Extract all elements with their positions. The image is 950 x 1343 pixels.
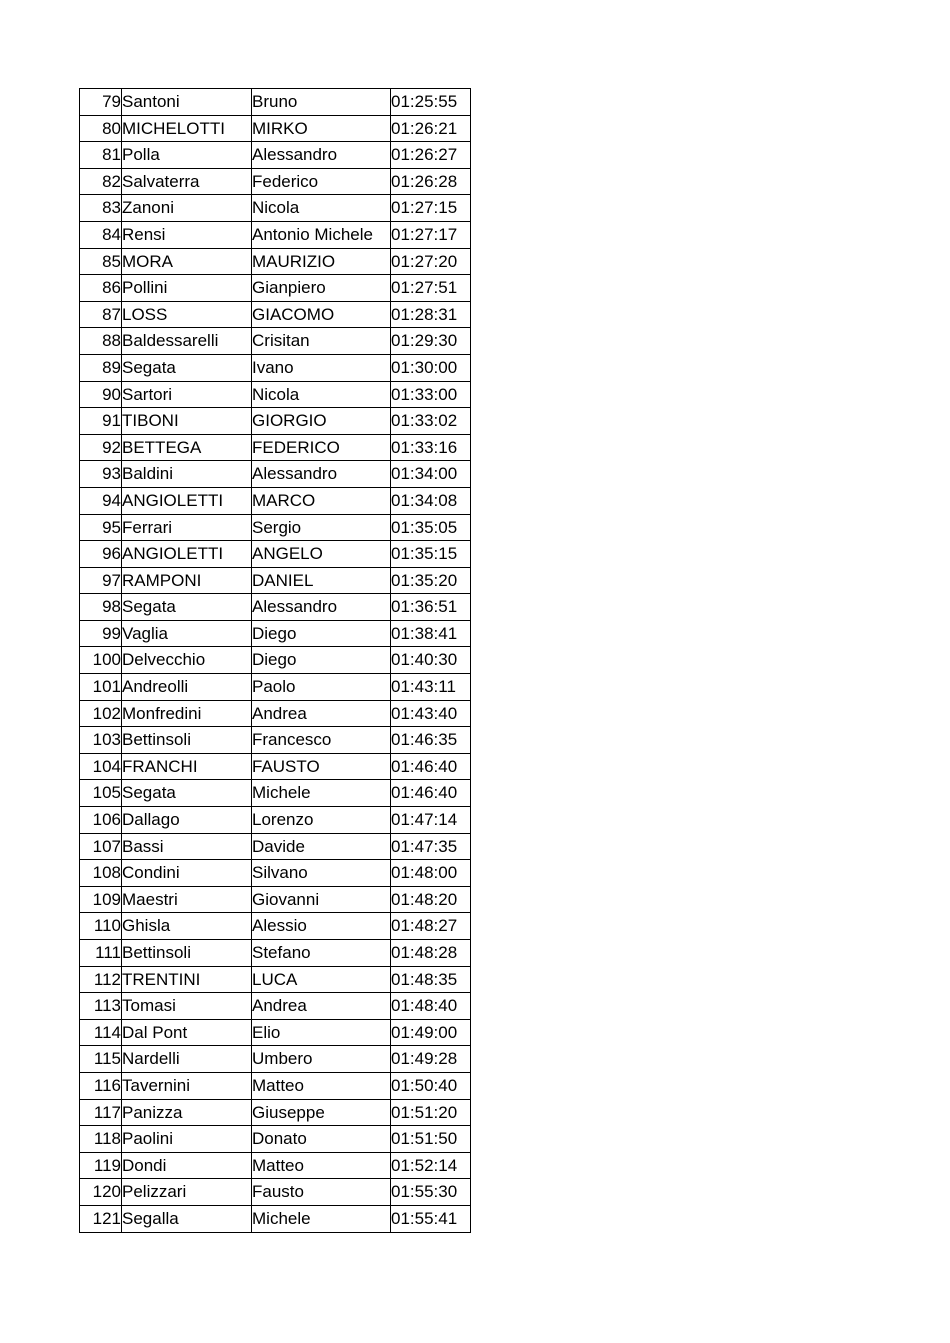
cell-rank: 98 bbox=[80, 594, 122, 621]
cell-time: 01:48:00 bbox=[391, 860, 471, 887]
cell-rank: 108 bbox=[80, 860, 122, 887]
cell-first-name: ANGELO bbox=[252, 541, 391, 568]
cell-rank: 115 bbox=[80, 1046, 122, 1073]
cell-first-name: Davide bbox=[252, 833, 391, 860]
cell-surname: Tavernini bbox=[122, 1072, 252, 1099]
cell-rank: 91 bbox=[80, 408, 122, 435]
cell-surname: TRENTINI bbox=[122, 966, 252, 993]
cell-time: 01:46:40 bbox=[391, 780, 471, 807]
cell-first-name: Diego bbox=[252, 620, 391, 647]
cell-surname: LOSS bbox=[122, 301, 252, 328]
table-row bbox=[80, 328, 471, 355]
cell-surname: MICHELOTTI bbox=[122, 115, 252, 142]
cell-first-name: Giuseppe bbox=[252, 1099, 391, 1126]
table-row bbox=[80, 1152, 471, 1179]
cell-first-name: Andrea bbox=[252, 700, 391, 727]
table-row bbox=[80, 727, 471, 754]
cell-rank: 84 bbox=[80, 221, 122, 248]
table-row bbox=[80, 913, 471, 940]
cell-rank: 112 bbox=[80, 966, 122, 993]
cell-surname: Baldini bbox=[122, 461, 252, 488]
cell-surname: Tomasi bbox=[122, 993, 252, 1020]
table-row bbox=[80, 514, 471, 541]
table-row bbox=[80, 461, 471, 488]
cell-first-name: Alessandro bbox=[252, 142, 391, 169]
cell-surname: Nardelli bbox=[122, 1046, 252, 1073]
cell-surname: Segata bbox=[122, 780, 252, 807]
cell-rank: 79 bbox=[80, 89, 122, 116]
table-row bbox=[80, 1019, 471, 1046]
cell-surname: Dal Pont bbox=[122, 1019, 252, 1046]
cell-surname: BETTEGA bbox=[122, 434, 252, 461]
cell-surname: Monfredini bbox=[122, 700, 252, 727]
cell-time: 01:26:21 bbox=[391, 115, 471, 142]
cell-rank: 111 bbox=[80, 940, 122, 967]
table-row bbox=[80, 1099, 471, 1126]
cell-time: 01:25:55 bbox=[391, 89, 471, 116]
cell-surname: Dondi bbox=[122, 1152, 252, 1179]
cell-first-name: Matteo bbox=[252, 1152, 391, 1179]
cell-surname: ANGIOLETTI bbox=[122, 541, 252, 568]
cell-surname: Baldessarelli bbox=[122, 328, 252, 355]
cell-rank: 87 bbox=[80, 301, 122, 328]
cell-rank: 85 bbox=[80, 248, 122, 275]
cell-first-name: Umbero bbox=[252, 1046, 391, 1073]
table-row bbox=[80, 381, 471, 408]
cell-time: 01:46:40 bbox=[391, 753, 471, 780]
cell-first-name: Nicola bbox=[252, 381, 391, 408]
cell-rank: 99 bbox=[80, 620, 122, 647]
cell-rank: 110 bbox=[80, 913, 122, 940]
cell-time: 01:51:20 bbox=[391, 1099, 471, 1126]
cell-first-name: Lorenzo bbox=[252, 807, 391, 834]
cell-time: 01:34:08 bbox=[391, 487, 471, 514]
cell-time: 01:49:00 bbox=[391, 1019, 471, 1046]
cell-surname: Santoni bbox=[122, 89, 252, 116]
cell-time: 01:47:35 bbox=[391, 833, 471, 860]
table-row bbox=[80, 221, 471, 248]
table-row bbox=[80, 700, 471, 727]
cell-rank: 89 bbox=[80, 354, 122, 381]
cell-surname: Vaglia bbox=[122, 620, 252, 647]
cell-surname: Bettinsoli bbox=[122, 940, 252, 967]
cell-first-name: Sergio bbox=[252, 514, 391, 541]
table-row bbox=[80, 115, 471, 142]
cell-first-name: Diego bbox=[252, 647, 391, 674]
cell-time: 01:34:00 bbox=[391, 461, 471, 488]
cell-first-name: Michele bbox=[252, 780, 391, 807]
cell-rank: 86 bbox=[80, 275, 122, 302]
cell-rank: 90 bbox=[80, 381, 122, 408]
cell-surname: RAMPONI bbox=[122, 567, 252, 594]
cell-surname: Zanoni bbox=[122, 195, 252, 222]
cell-surname: Panizza bbox=[122, 1099, 252, 1126]
cell-time: 01:48:40 bbox=[391, 993, 471, 1020]
cell-surname: Pelizzari bbox=[122, 1179, 252, 1206]
cell-first-name: LUCA bbox=[252, 966, 391, 993]
cell-rank: 103 bbox=[80, 727, 122, 754]
cell-first-name: Donato bbox=[252, 1126, 391, 1153]
cell-first-name: Andrea bbox=[252, 993, 391, 1020]
cell-first-name: Federico bbox=[252, 168, 391, 195]
table-row bbox=[80, 594, 471, 621]
results-table bbox=[79, 88, 471, 1233]
cell-time: 01:48:35 bbox=[391, 966, 471, 993]
cell-rank: 80 bbox=[80, 115, 122, 142]
cell-time: 01:48:28 bbox=[391, 940, 471, 967]
cell-rank: 116 bbox=[80, 1072, 122, 1099]
cell-rank: 94 bbox=[80, 487, 122, 514]
cell-surname: Dallago bbox=[122, 807, 252, 834]
cell-first-name: Matteo bbox=[252, 1072, 391, 1099]
cell-first-name: MIRKO bbox=[252, 115, 391, 142]
cell-surname: MORA bbox=[122, 248, 252, 275]
cell-surname: Polla bbox=[122, 142, 252, 169]
cell-surname: Bassi bbox=[122, 833, 252, 860]
cell-surname: Sartori bbox=[122, 381, 252, 408]
cell-time: 01:36:51 bbox=[391, 594, 471, 621]
table-row bbox=[80, 966, 471, 993]
cell-rank: 106 bbox=[80, 807, 122, 834]
table-row bbox=[80, 886, 471, 913]
table-row bbox=[80, 195, 471, 222]
cell-rank: 81 bbox=[80, 142, 122, 169]
cell-rank: 119 bbox=[80, 1152, 122, 1179]
cell-rank: 104 bbox=[80, 753, 122, 780]
table-row bbox=[80, 1205, 471, 1232]
table-row bbox=[80, 1179, 471, 1206]
cell-first-name: GIACOMO bbox=[252, 301, 391, 328]
table-row bbox=[80, 354, 471, 381]
cell-first-name: Alessandro bbox=[252, 594, 391, 621]
cell-surname: Segalla bbox=[122, 1205, 252, 1232]
cell-time: 01:27:15 bbox=[391, 195, 471, 222]
cell-first-name: Michele bbox=[252, 1205, 391, 1232]
table-row bbox=[80, 807, 471, 834]
cell-rank: 102 bbox=[80, 700, 122, 727]
table-row bbox=[80, 487, 471, 514]
table-row bbox=[80, 1126, 471, 1153]
results-table-body bbox=[80, 89, 471, 1233]
cell-first-name: Nicola bbox=[252, 195, 391, 222]
cell-surname: FRANCHI bbox=[122, 753, 252, 780]
cell-surname: Condini bbox=[122, 860, 252, 887]
cell-rank: 117 bbox=[80, 1099, 122, 1126]
cell-time: 01:47:14 bbox=[391, 807, 471, 834]
cell-first-name: Crisitan bbox=[252, 328, 391, 355]
cell-rank: 121 bbox=[80, 1205, 122, 1232]
cell-surname: Maestri bbox=[122, 886, 252, 913]
cell-time: 01:33:16 bbox=[391, 434, 471, 461]
cell-rank: 101 bbox=[80, 674, 122, 701]
cell-time: 01:50:40 bbox=[391, 1072, 471, 1099]
cell-time: 01:27:17 bbox=[391, 221, 471, 248]
cell-rank: 107 bbox=[80, 833, 122, 860]
table-row bbox=[80, 408, 471, 435]
cell-first-name: GIORGIO bbox=[252, 408, 391, 435]
cell-first-name: Stefano bbox=[252, 940, 391, 967]
cell-rank: 118 bbox=[80, 1126, 122, 1153]
table-row bbox=[80, 674, 471, 701]
cell-first-name: Antonio Michele bbox=[252, 221, 391, 248]
cell-rank: 114 bbox=[80, 1019, 122, 1046]
cell-first-name: Giovanni bbox=[252, 886, 391, 913]
cell-rank: 82 bbox=[80, 168, 122, 195]
cell-surname: Rensi bbox=[122, 221, 252, 248]
cell-time: 01:46:35 bbox=[391, 727, 471, 754]
cell-surname: TIBONI bbox=[122, 408, 252, 435]
cell-rank: 97 bbox=[80, 567, 122, 594]
cell-time: 01:48:27 bbox=[391, 913, 471, 940]
cell-first-name: Fausto bbox=[252, 1179, 391, 1206]
cell-surname: Segata bbox=[122, 594, 252, 621]
table-row bbox=[80, 168, 471, 195]
table-row bbox=[80, 567, 471, 594]
table-row bbox=[80, 541, 471, 568]
cell-first-name: Francesco bbox=[252, 727, 391, 754]
cell-rank: 83 bbox=[80, 195, 122, 222]
table-row bbox=[80, 301, 471, 328]
cell-first-name: Ivano bbox=[252, 354, 391, 381]
cell-time: 01:40:30 bbox=[391, 647, 471, 674]
table-row bbox=[80, 780, 471, 807]
cell-rank: 105 bbox=[80, 780, 122, 807]
table-row bbox=[80, 142, 471, 169]
cell-time: 01:33:00 bbox=[391, 381, 471, 408]
cell-time: 01:51:50 bbox=[391, 1126, 471, 1153]
cell-first-name: DANIEL bbox=[252, 567, 391, 594]
cell-rank: 92 bbox=[80, 434, 122, 461]
table-row bbox=[80, 753, 471, 780]
cell-first-name: Bruno bbox=[252, 89, 391, 116]
table-row bbox=[80, 993, 471, 1020]
cell-surname: ANGIOLETTI bbox=[122, 487, 252, 514]
cell-time: 01:29:30 bbox=[391, 328, 471, 355]
cell-time: 01:26:28 bbox=[391, 168, 471, 195]
cell-first-name: FAUSTO bbox=[252, 753, 391, 780]
cell-surname: Salvaterra bbox=[122, 168, 252, 195]
cell-surname: Bettinsoli bbox=[122, 727, 252, 754]
cell-surname: Pollini bbox=[122, 275, 252, 302]
table-row bbox=[80, 620, 471, 647]
cell-time: 01:49:28 bbox=[391, 1046, 471, 1073]
cell-time: 01:38:41 bbox=[391, 620, 471, 647]
cell-first-name: MARCO bbox=[252, 487, 391, 514]
cell-first-name: Silvano bbox=[252, 860, 391, 887]
cell-time: 01:52:14 bbox=[391, 1152, 471, 1179]
cell-time: 01:35:20 bbox=[391, 567, 471, 594]
table-row bbox=[80, 1072, 471, 1099]
cell-surname: Ghisla bbox=[122, 913, 252, 940]
table-row bbox=[80, 275, 471, 302]
table-row bbox=[80, 860, 471, 887]
cell-surname: Ferrari bbox=[122, 514, 252, 541]
cell-time: 01:43:11 bbox=[391, 674, 471, 701]
cell-rank: 109 bbox=[80, 886, 122, 913]
cell-first-name: Gianpiero bbox=[252, 275, 391, 302]
cell-first-name: Alessio bbox=[252, 913, 391, 940]
table-row bbox=[80, 434, 471, 461]
cell-time: 01:27:20 bbox=[391, 248, 471, 275]
table-row bbox=[80, 940, 471, 967]
cell-time: 01:48:20 bbox=[391, 886, 471, 913]
cell-time: 01:35:05 bbox=[391, 514, 471, 541]
cell-time: 01:43:40 bbox=[391, 700, 471, 727]
table-row bbox=[80, 1046, 471, 1073]
cell-rank: 93 bbox=[80, 461, 122, 488]
cell-rank: 113 bbox=[80, 993, 122, 1020]
cell-first-name: MAURIZIO bbox=[252, 248, 391, 275]
cell-first-name: Alessandro bbox=[252, 461, 391, 488]
cell-time: 01:33:02 bbox=[391, 408, 471, 435]
cell-rank: 100 bbox=[80, 647, 122, 674]
cell-rank: 96 bbox=[80, 541, 122, 568]
cell-surname: Andreolli bbox=[122, 674, 252, 701]
cell-rank: 95 bbox=[80, 514, 122, 541]
cell-time: 01:26:27 bbox=[391, 142, 471, 169]
table-row bbox=[80, 248, 471, 275]
cell-rank: 120 bbox=[80, 1179, 122, 1206]
cell-time: 01:28:31 bbox=[391, 301, 471, 328]
table-row bbox=[80, 833, 471, 860]
cell-surname: Paolini bbox=[122, 1126, 252, 1153]
cell-surname: Segata bbox=[122, 354, 252, 381]
table-row bbox=[80, 89, 471, 116]
cell-surname: Delvecchio bbox=[122, 647, 252, 674]
cell-time: 01:27:51 bbox=[391, 275, 471, 302]
cell-first-name: Paolo bbox=[252, 674, 391, 701]
cell-first-name: FEDERICO bbox=[252, 434, 391, 461]
cell-time: 01:30:00 bbox=[391, 354, 471, 381]
cell-rank: 88 bbox=[80, 328, 122, 355]
cell-time: 01:35:15 bbox=[391, 541, 471, 568]
table-row bbox=[80, 647, 471, 674]
cell-time: 01:55:30 bbox=[391, 1179, 471, 1206]
cell-first-name: Elio bbox=[252, 1019, 391, 1046]
cell-time: 01:55:41 bbox=[391, 1205, 471, 1232]
